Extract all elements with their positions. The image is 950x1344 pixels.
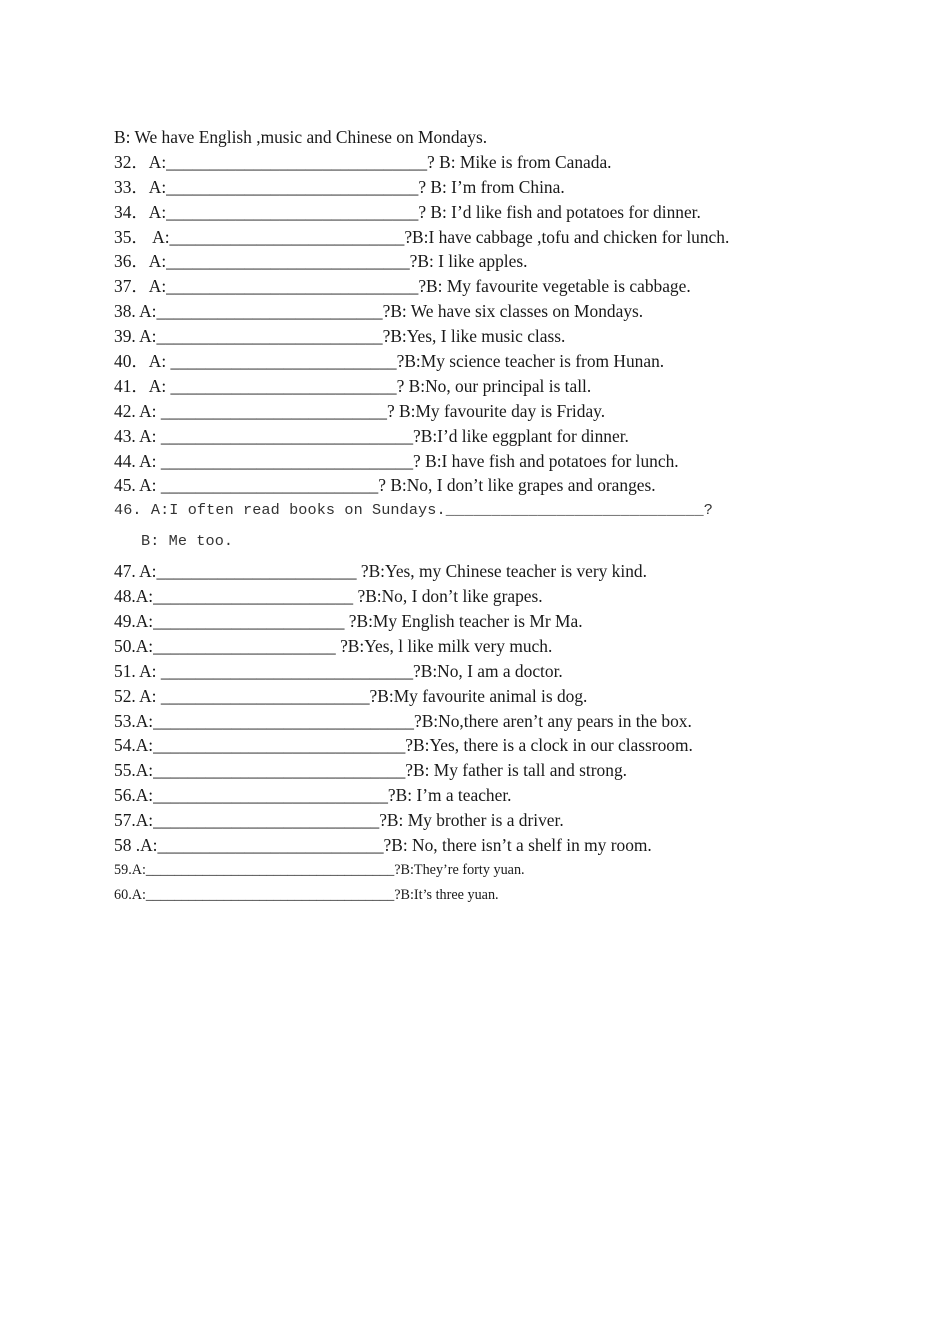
exercise-line: 47. A:_______________________ ?B:Yes, my Chinese teacher is very kind. — [114, 561, 647, 582]
exercise-line: 49.A:______________________ ?B:My English teacher is Mr Ma. — [114, 611, 583, 632]
exercise-line: 39. A:__________________________?B:Yes, I like music class. — [114, 326, 566, 347]
exercise-line: 53.A:______________________________?B:No,there aren’t any pears in the box. — [114, 710, 692, 731]
exercise-line: 43. A: _____________________________?B:I’d like eggplant for dinner. — [114, 425, 629, 446]
exercise-line: 56.A:___________________________?B: I’m a teacher. — [114, 785, 512, 806]
exercise-line: 48.A:_______________________ ?B:No, I don’t like grapes. — [114, 586, 543, 607]
exercise-line: 37．A:_____________________________?B: My favourite vegetable is cabbage. — [114, 276, 691, 297]
exercise-line: 59.A:___________________________________?B:They’re forty yuan. — [114, 861, 525, 878]
exercise-line: 50.A:_____________________ ?B:Yes, l like milk very much. — [114, 635, 553, 656]
exercise-line: 44. A: _____________________________? B:I have fish and potatoes for lunch. — [114, 450, 679, 471]
exercise-line: 52. A: ________________________?B:My favourite animal is dog. — [114, 685, 588, 706]
exercise-line: 40．A: __________________________?B:My science teacher is from Hunan. — [114, 351, 665, 372]
exercise-line: B: We have English ,music and Chinese on Mondays. — [114, 127, 488, 147]
exercise-line: 58 .A:__________________________?B: No, there isn’t a shelf in my room. — [114, 835, 652, 856]
exercise-line: 57.A:__________________________?B: My brother is a driver. — [114, 810, 564, 831]
exercise-line: 32．A:______________________________? B: Mike is from Canada. — [114, 151, 612, 172]
exercise-line: 36．A:____________________________?B: I like apples. — [114, 251, 528, 272]
exercise-line: 45. A: _________________________? B:No, I don’t like grapes and oranges. — [114, 475, 656, 496]
exercise-line: B: Me too. — [141, 532, 234, 551]
exercise-line: 46. A:I often read books on Sundays.____________________________? — [114, 501, 713, 520]
exercise-line: 33．A:_____________________________? B: I’m from China. — [114, 176, 565, 197]
exercise-line: 60.A:___________________________________?B:It’s three yuan. — [114, 886, 499, 903]
exercise-line: 51. A: _____________________________?B:No, I am a doctor. — [114, 660, 563, 681]
exercise-line: 38. A:__________________________?B: We have six classes on Mondays. — [114, 301, 644, 322]
exercise-line: 42. A: __________________________? B:My favourite day is Friday. — [114, 400, 606, 421]
exercise-line: 54.A:_____________________________?B:Yes, there is a clock in our classroom. — [114, 735, 693, 756]
exercise-line: 34．A:_____________________________? B: I’d like fish and potatoes for dinner. — [114, 201, 701, 222]
exercise-line: 35． A:___________________________?B:I have cabbage ,tofu and chicken for lunch. — [114, 226, 730, 247]
exercise-line: 55.A:_____________________________?B: My father is tall and strong. — [114, 760, 627, 781]
exercise-line: 41．A: __________________________? B:No, our principal is tall. — [114, 375, 592, 396]
worksheet-lines — [114, 126, 914, 909]
